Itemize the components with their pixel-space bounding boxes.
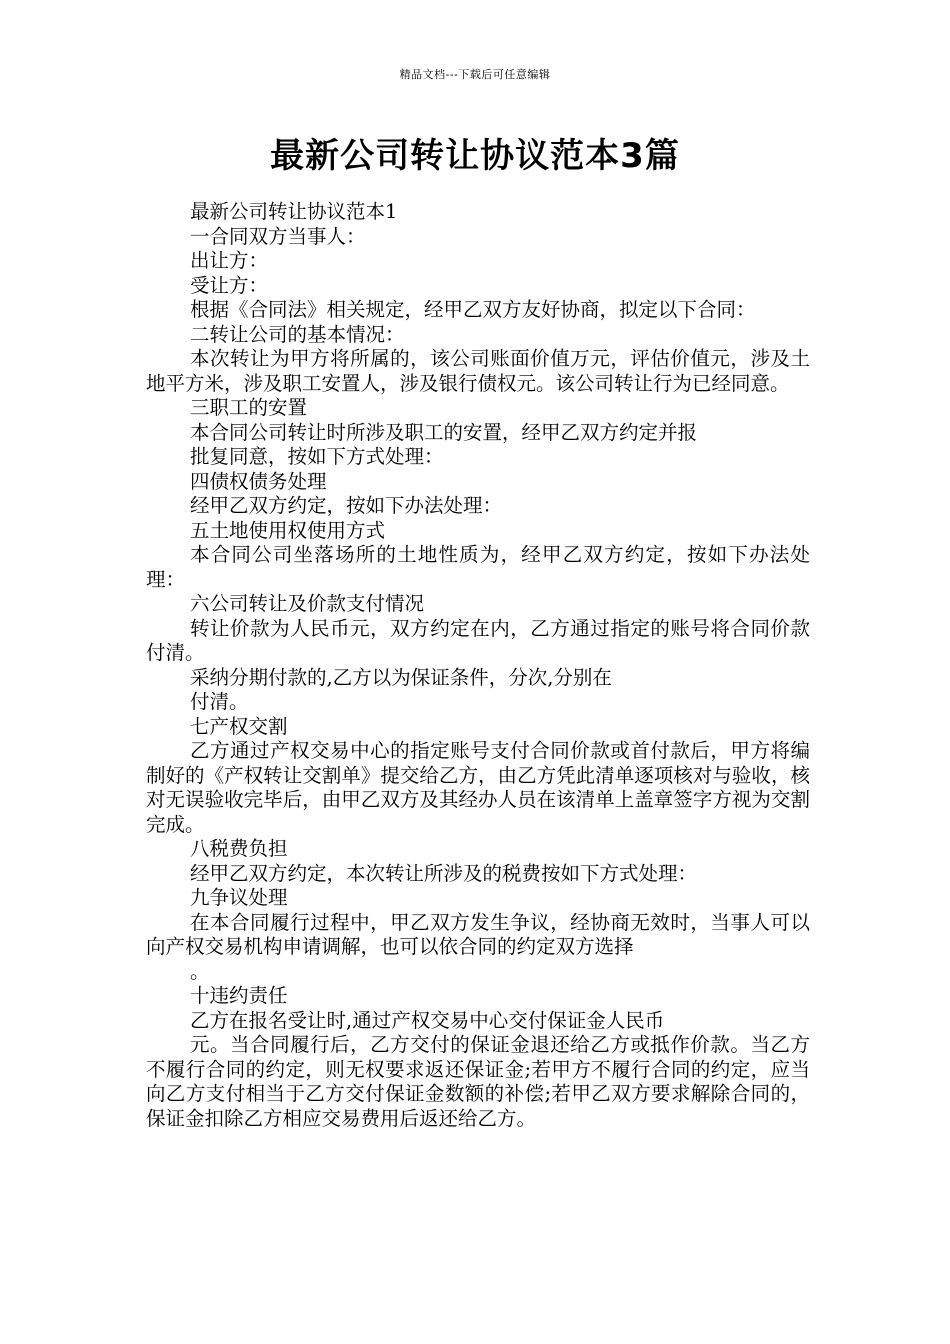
section-heading: 四债权债务处理 (190, 469, 327, 493)
paragraph: 批复同意，按如下方式处理： (190, 445, 444, 468)
paragraph: 本合同公司转让时所涉及职工的安置，经甲乙双方约定并报 (190, 420, 698, 444)
section-heading: 三职工的安置 (190, 396, 308, 419)
paragraph: 。 (190, 959, 210, 983)
document-body (146, 200, 810, 1131)
paragraph: 乙方通过产权交易中心的指定账号支付合同价款或首付款后，甲方将编制好的《产权转让交割单》提交给乙方，由乙方凭此清单逐项核对与验收，核对无误验收完毕后，由甲乙双方及其经办人员在该清单上盖章签字方视为交割完成。 (146, 739, 810, 836)
paragraph: 在本合同履行过程中，甲乙双方发生争议，经协商无效时，当事人可以向产权交易机构申请调解，也可以依合同的约定双方选择 (146, 910, 810, 958)
paragraph: 本次转让为甲方将所属的，该公司账面价值万元，评估价值元，涉及土地平方米，涉及职工安置人，涉及银行债权元。该公司转让行为已经同意。 (146, 347, 810, 395)
section-heading: 五土地使用权使用方式 (190, 518, 386, 542)
paragraph: 受让方： (190, 273, 269, 297)
paragraph: 乙方在报名受让时,通过产权交易中心交付保证金人民币 (190, 1008, 665, 1032)
paragraph: 转让价款为人民币元，双方约定在内，乙方通过指定的账号将合同价款付清。 (146, 616, 810, 664)
paragraph: 根据《合同法》相关规定，经甲乙双方友好协商，拟定以下合同： (190, 298, 756, 321)
section-heading: 七产权交割 (190, 714, 288, 738)
section-heading: 二转让公司的基本情况： (190, 322, 405, 346)
section-heading: 六公司转让及价款支付情况 (190, 592, 425, 615)
paragraph: 经甲乙双方约定，本次转让所涉及的税费按如下方式处理： (190, 861, 698, 885)
section-heading: 九争议处理 (190, 886, 288, 909)
section-heading: 最新公司转让协议范本1 (190, 200, 398, 223)
paragraph: 付清。 (190, 690, 249, 713)
paragraph: 出让方： (190, 249, 269, 272)
header-note: 精品文档---下载后可任意编辑 (399, 68, 551, 81)
section-heading: 一合同双方当事人： (190, 224, 366, 248)
paragraph: 本合同公司坐落场所的土地性质为，经甲乙双方约定，按如下办法处理： (146, 543, 810, 591)
section-heading: 八税费负担 (190, 837, 288, 860)
document-title: 最新公司转让协议范本3篇 (270, 136, 680, 176)
paragraph: 经甲乙双方约定，按如下办法处理： (190, 494, 503, 517)
section-heading: 十违约责任 (190, 984, 288, 1007)
paragraph: 元。当合同履行后，乙方交付的保证金退还给乙方或抵作价款。当乙方不履行合同的约定，则无权要求返还保证金;若甲方不履行合同的约定，应当向乙方支付相当于乙方交付保证金数额的补偿;若甲乙双方要求解除合同的，保证金扣除乙方相应交易费用后返还给乙方。 (146, 1033, 810, 1130)
paragraph: 采纳分期付款的,乙方以为保证条件，分次,分别在 (190, 665, 612, 689)
